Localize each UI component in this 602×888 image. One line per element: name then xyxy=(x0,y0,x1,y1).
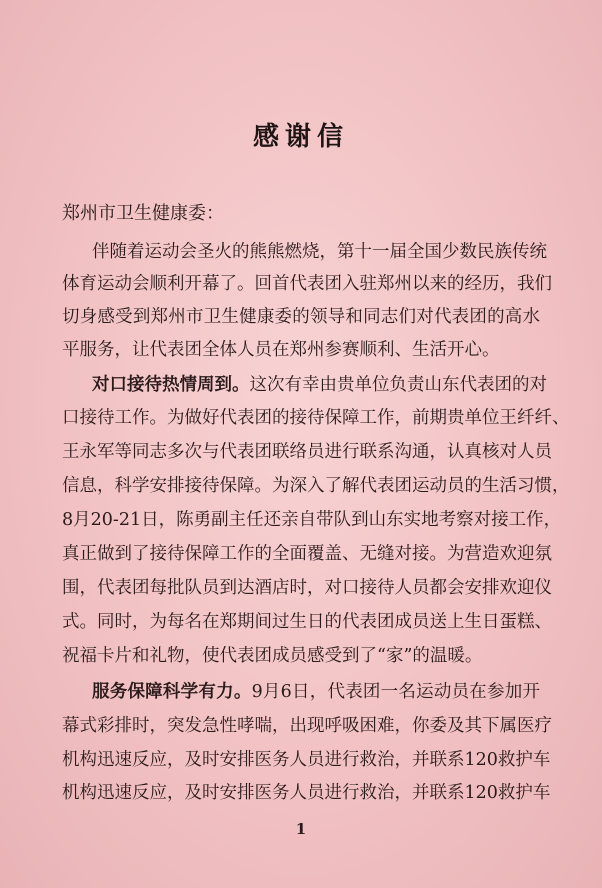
paragraph-1-line-3: 切身感受到郑州市卫生健康委的领导和同志们对代表团的高水 xyxy=(62,307,540,327)
paragraph-2-heading: 对口接待热情周到。 xyxy=(92,375,250,395)
paragraph-2-line-4: 信息，科学安排接待保障。为深入了解代表团运动员的生活习惯， xyxy=(62,476,570,496)
letter-title: 感谢信 xyxy=(252,122,349,152)
salutation: 郑州市卫生健康委： xyxy=(62,203,224,224)
page-number: 1 xyxy=(295,820,307,838)
paragraph-2-line-1-text: 这次有幸由贵单位负责山东代表团的对 xyxy=(249,375,547,395)
paragraph-2-line-5: 8月20-21日，陈勇副主任还亲自带队到山东实地考察对接工作， xyxy=(62,510,562,530)
paragraph-3-line-4: 机构迅速反应，及时安排医务人员进行救治，并联系120救护车 xyxy=(62,783,551,803)
paragraph-2-line-3: 王永军等同志多次与代表团联络员进行联系沟通，认真核对人员 xyxy=(62,442,552,462)
paragraph-3-heading: 服务保障科学有力。 xyxy=(92,682,252,702)
paragraph-2-line-2: 口接待工作。为做好代表团的接待保障工作，前期贵单位王纤纤、 xyxy=(62,408,570,428)
paragraph-2-line-7: 围，代表团每批队员到达酒店时，对口接待人员都会安排欢迎仪 xyxy=(62,578,552,598)
paragraph-2-line-8: 式。同时，为每名在郑期间过生日的代表团成员送上生日蛋糕、 xyxy=(62,612,552,632)
paragraph-1-line-2: 体育运动会顺利开幕了。回首代表团入驻郑州以来的经历，我们 xyxy=(62,274,552,294)
paragraph-3-line-1-text: 9月6日，代表团一名运动员在参加开 xyxy=(251,682,540,702)
paragraph-2-line-1 xyxy=(92,373,547,397)
paragraph-2-line-9: 祝福卡片和礼物，使代表团成员感受到了“家”的温暖。 xyxy=(62,646,483,666)
paragraph-3-line-1 xyxy=(92,680,540,704)
paragraph-3-line-2: 幕式彩排时，突发急性哮喘，出现呼吸困难，你委及其下属医疗 xyxy=(62,716,552,736)
paragraph-3-line-3: 机构迅速反应，及时安排医务人员进行救治，并联系120救护车 xyxy=(62,750,551,770)
paragraph-1-line-1: 伴随着运动会圣火的熊熊燃烧，第十一届全国少数民族传统 xyxy=(92,242,547,262)
paragraph-2-line-6: 真正做到了接待保障工作的全面覆盖、无缝对接。为营造欢迎氛 xyxy=(62,544,552,564)
paragraph-1-line-4: 平服务，让代表团全体人员在郑州参赛顺利、生活开心。 xyxy=(62,340,500,360)
